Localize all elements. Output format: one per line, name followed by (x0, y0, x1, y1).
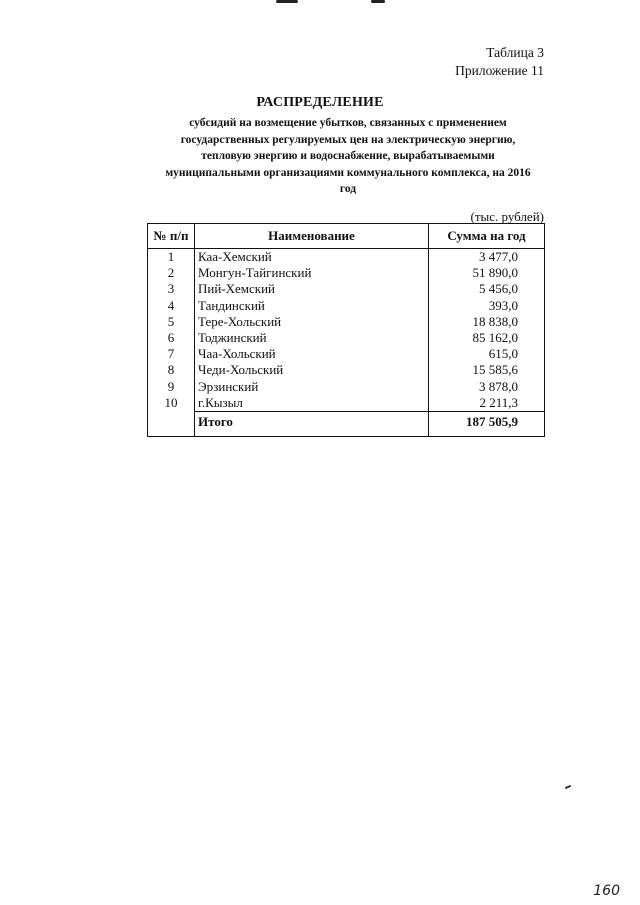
distribution-table (147, 223, 545, 437)
scan-artifact (371, 0, 385, 3)
subtitle-line: год (339, 183, 357, 195)
row-name: Тандинский (195, 298, 429, 314)
row-name: Каа-Хемский (195, 249, 429, 266)
row-sum: 18 838,0 (429, 314, 545, 330)
table-row (148, 330, 545, 346)
row-sum: 3 878,0 (429, 379, 545, 395)
row-number: 1 (148, 249, 195, 266)
row-name: Пий-Хемский (195, 281, 429, 297)
total-number-cell (148, 411, 195, 436)
row-number: 5 (148, 314, 195, 330)
row-name: Эрзинский (195, 379, 429, 395)
total-sum: 187 505,9 (429, 411, 545, 436)
row-sum: 3 477,0 (429, 249, 545, 266)
document-header (455, 44, 544, 80)
table-row (148, 281, 545, 297)
subtitle-line: государственных регулируемых цен на электрическую энергию, (180, 133, 516, 146)
row-sum: 51 890,0 (429, 265, 545, 281)
row-number: 2 (148, 265, 195, 281)
row-number: 10 (148, 395, 195, 412)
table-row (148, 298, 545, 314)
units-note: (тыс. рублей) (470, 209, 544, 224)
scan-artifact (276, 0, 298, 3)
table-header-row (148, 224, 545, 249)
column-header-number: № п/п (148, 224, 195, 249)
table-row (148, 379, 545, 395)
table-row (148, 249, 545, 266)
total-label: Итого (195, 411, 429, 436)
row-name: Тоджинский (195, 330, 429, 346)
row-name: Тере-Хольский (195, 314, 429, 330)
scan-artifact (565, 785, 571, 789)
subtitle-line: муниципальными организациями коммунального комплекса, на 2016 (165, 166, 531, 179)
table-total-row (148, 411, 545, 436)
row-name: Чеди-Хольский (195, 362, 429, 378)
row-sum: 85 162,0 (429, 330, 545, 346)
row-sum: 15 585,6 (429, 362, 545, 378)
row-sum: 393,0 (429, 298, 545, 314)
column-header-name: Наименование (195, 224, 429, 249)
table-row (148, 395, 545, 412)
row-number: 4 (148, 298, 195, 314)
row-number: 9 (148, 379, 195, 395)
subtitle-line: тепловую энергию и водоснабжение, вырабатываемыми (201, 150, 495, 162)
row-name: Монгун-Тайгинский (195, 265, 429, 281)
appendix-label: Приложение 11 (455, 63, 544, 78)
row-number: 6 (148, 330, 195, 346)
document-subtitle (150, 115, 546, 198)
table-row (148, 362, 545, 378)
table-row (148, 346, 545, 362)
column-header-sum: Сумма на год (429, 224, 545, 249)
row-sum: 2 211,3 (429, 395, 545, 412)
table-row (148, 265, 545, 281)
table-label: Таблица 3 (486, 45, 544, 60)
subtitle-line: субсидий на возмещение убытков, связанных с применением (189, 117, 507, 129)
row-number: 7 (148, 346, 195, 362)
table-row (148, 314, 545, 330)
document-title: РАСПРЕДЕЛЕНИЕ (256, 95, 384, 110)
row-sum: 615,0 (429, 346, 545, 362)
row-name: г.Кызыл (195, 395, 429, 412)
row-name: Чаа-Хольский (195, 346, 429, 362)
row-number: 8 (148, 362, 195, 378)
row-sum: 5 456,0 (429, 281, 545, 297)
row-number: 3 (148, 281, 195, 297)
page-number: 160 (593, 883, 620, 899)
